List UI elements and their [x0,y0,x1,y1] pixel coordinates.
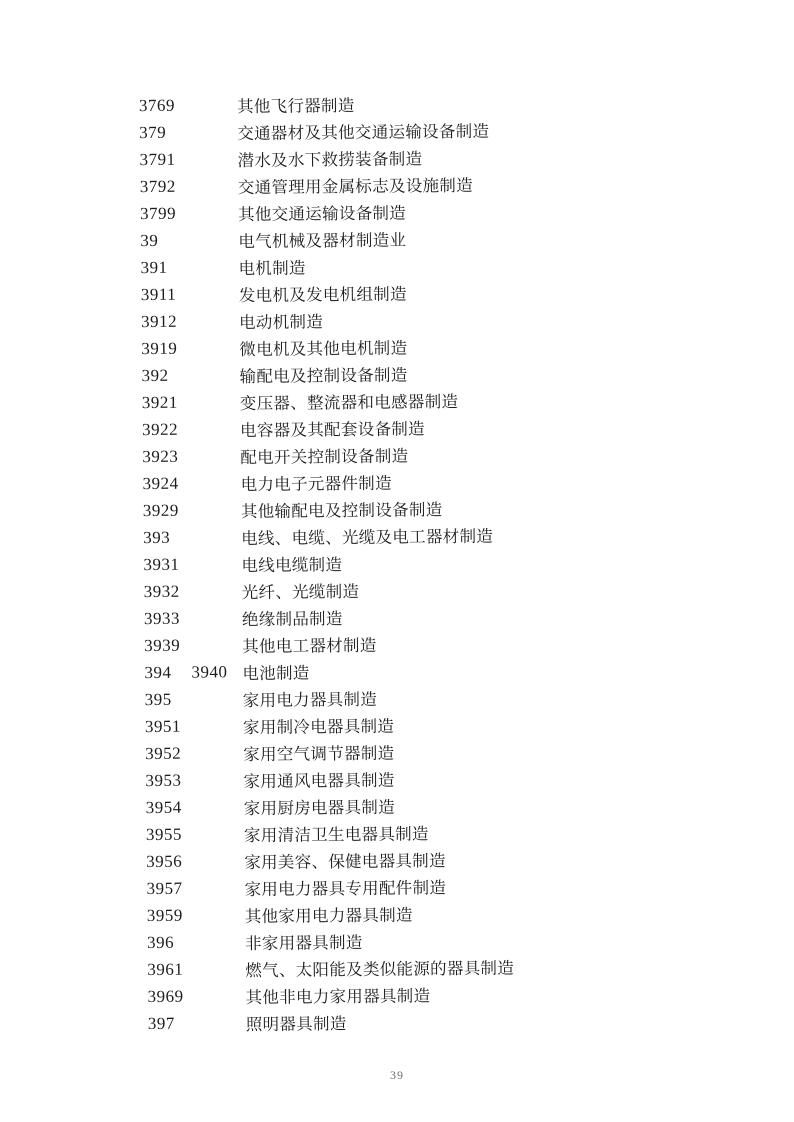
category-label: 光纤、光缆制造 [241,581,360,602]
category-code: 3961 [147,959,184,979]
category-label: 电线电缆制造 [241,554,343,575]
category-code: 39 [140,230,159,250]
category-code: 3953 [145,770,182,790]
category-code: 3922 [142,419,179,439]
category-code: 394 [144,662,172,682]
table-row [140,224,507,255]
category-code: 391 [140,257,168,277]
category-code: 3911 [140,284,177,304]
category-code: 3955 [145,824,183,844]
category-code: 395 [144,689,172,709]
category-label: 电机制造 [238,258,306,278]
table-row [139,116,506,147]
category-label: 交通器材及其他交通运输设备制造 [237,121,490,143]
category-code: 3956 [146,851,183,871]
table-row [144,575,511,606]
table-row [145,764,512,795]
category-code: 3931 [143,554,180,574]
category-code: 396 [146,932,175,952]
code-list [139,89,515,1037]
table-row [148,1007,515,1038]
category-code: 397 [147,1013,175,1033]
category-code: 3792 [139,176,176,196]
category-code: 3924 [142,473,179,493]
table-row [139,143,506,174]
category-label: 家用美容、保健电器具制造 [244,850,446,872]
table-row [147,980,514,1011]
category-label: 家用厨房电器具制造 [243,797,396,818]
category-label: 其他家用电力器具制造 [244,905,413,926]
table-row [141,332,508,363]
category-code: 3959 [146,905,183,925]
category-label: 家用电力器具专用配件制造 [244,877,447,899]
table-row [142,386,509,417]
category-code: 3939 [144,635,181,655]
table-row [147,899,514,930]
category-code: 3932 [143,581,180,601]
table-row [144,602,511,633]
category-label: 电池制造 [242,662,310,683]
category-label: 其他非电力家用器具制造 [245,985,431,1007]
table-row [139,89,506,120]
category-label: 电动机制造 [238,311,324,332]
category-code: 3952 [145,743,182,763]
category-code: 393 [143,527,171,547]
category-code: 3799 [139,203,177,223]
category-label: 输配电及控制设备制造 [239,365,408,386]
category-label: 家用电力器具制造 [242,689,378,710]
category-label: 电气机械及器材制造业 [238,230,407,251]
table-row [141,359,508,390]
table-row [145,737,512,768]
category-code: 379 [139,122,167,142]
category-label: 交通管理用金属标志及设施制造 [237,175,474,197]
category-code: 3912 [140,311,178,331]
category-label: 家用清洁卫生电器具制造 [243,823,429,845]
category-code: 3951 [144,716,182,736]
table-row [142,440,509,471]
category-label: 电线、电缆、光缆及电工器材制造 [241,526,494,548]
category-code: 3954 [145,797,182,817]
table-row [146,818,513,849]
table-row [145,683,512,714]
category-label: 其他电工器材制造 [242,635,377,656]
category-code: 3921 [141,392,178,412]
category-label: 电容器及其配套设备制造 [240,418,426,440]
page-number: 39 [390,1068,404,1082]
category-code: 3919 [141,338,178,358]
category-code: 3929 [142,500,179,520]
category-label: 照明器具制造 [245,1013,347,1034]
category-code: 392 [141,365,169,385]
category-label: 微电机及其他电机制造 [239,338,408,359]
category-code: 3769 [138,95,176,115]
table-row [147,926,514,957]
subcategory-code: 3940 [191,661,228,682]
table-row [144,629,511,660]
table-row [145,710,512,741]
table-row [146,791,513,822]
category-label: 家用通风电器具制造 [243,770,395,791]
table-row [141,305,508,336]
table-row [142,413,509,444]
category-label: 燃气、太阳能及类似能源的器具制造 [245,958,515,980]
table-row [143,494,510,525]
category-label: 配电开关控制设备制造 [240,446,409,467]
category-label: 电力电子元器件制造 [240,473,392,494]
table-row [144,656,511,687]
category-label: 发电机及发电机组制造 [238,284,407,305]
table-row [140,251,507,282]
category-code: 3923 [142,446,179,466]
category-label: 其他交通运输设备制造 [237,203,407,224]
category-label: 绝缘制品制造 [241,608,343,629]
table-row [140,170,507,201]
table-row [140,197,507,228]
category-code: 3957 [146,878,183,898]
category-code: 3969 [147,986,184,1006]
category-label: 变压器、整流器和电感器制造 [239,391,459,413]
category-label: 非家用器具制造 [244,932,363,953]
category-label: 家用制冷电器具制造 [242,716,395,737]
category-label: 其他输配电及控制设备制造 [240,499,443,521]
table-row [146,845,513,876]
table-row [143,548,510,579]
category-label: 家用空气调节器制造 [243,743,395,764]
table-row [141,278,508,309]
category-code: 3791 [139,149,176,169]
category-label: 潜水及水下救捞装备制造 [237,148,423,170]
category-code: 3933 [143,608,181,628]
table-row [146,872,513,903]
table-row [142,467,509,498]
table-row [147,953,514,984]
category-label: 其他飞行器制造 [236,95,355,116]
table-row [143,521,510,552]
